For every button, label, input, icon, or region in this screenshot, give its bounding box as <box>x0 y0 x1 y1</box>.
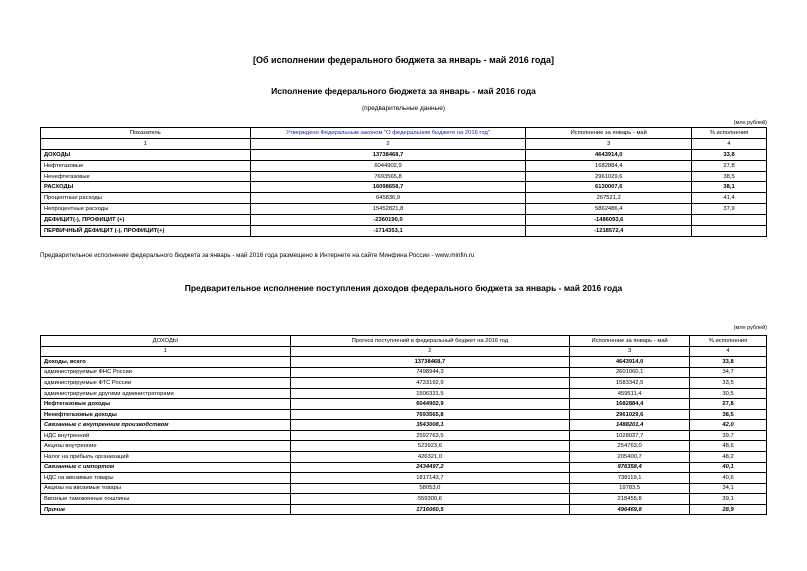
actual-value: 218455,8 <box>570 494 690 505</box>
plan-value: 7498944,3 <box>290 367 570 378</box>
column-header: Показатель <box>41 128 251 139</box>
revenue-execution-table <box>40 335 767 515</box>
actual-value: 267521,2 <box>526 193 692 204</box>
plan-value: 426321,0 <box>290 452 570 463</box>
table-row <box>41 182 767 193</box>
row-label: Прочие <box>41 504 291 515</box>
column-number: 1 <box>41 138 251 149</box>
row-label: Ненефтегазовые доходы <box>41 409 291 420</box>
actual-value: 1028037,7 <box>570 430 690 441</box>
plan-value: -1714353,1 <box>250 226 526 237</box>
actual-value: -1486093,6 <box>526 215 692 226</box>
plan-value: 16098658,7 <box>250 182 526 193</box>
actual-value: 4643914,0 <box>526 149 692 160</box>
actual-value: 4643914,0 <box>570 357 690 368</box>
row-label: НДС внутренний <box>41 430 291 441</box>
preliminary-note: (предварительные данные) <box>361 105 445 112</box>
plan-value: 1817143,7 <box>290 473 570 484</box>
row-label: Акцизы внутренние <box>41 441 291 452</box>
plan-value: 13738468,7 <box>290 357 570 368</box>
column-number: 1 <box>41 346 291 357</box>
table-row <box>41 441 767 452</box>
plan-value: 4733192,9 <box>290 378 570 389</box>
actual-value: 1583342,5 <box>570 378 690 389</box>
row-label: администрируемые ФНС России <box>41 367 291 378</box>
table-row <box>41 193 767 204</box>
budget-execution-table <box>40 127 767 237</box>
percent-value: 28,9 <box>690 504 767 515</box>
column-header: Исполнение за январь - май <box>526 128 692 139</box>
percent-value: 33,5 <box>690 378 767 389</box>
percent-value <box>692 226 767 237</box>
percent-value: 30,5 <box>690 388 767 399</box>
row-label: ДОХОДЫ <box>41 149 251 160</box>
table-number-row <box>41 138 767 149</box>
actual-value: 1682884,4 <box>570 399 690 410</box>
actual-value: 738119,1 <box>570 473 690 484</box>
table-row <box>41 215 767 226</box>
percent-value <box>692 215 767 226</box>
table-row <box>41 204 767 215</box>
plan-value: 645836,9 <box>250 193 526 204</box>
actual-value: 976358,4 <box>570 462 690 473</box>
column-header: % исполнения <box>692 128 767 139</box>
table-row <box>41 420 767 431</box>
table-header-row <box>41 128 767 139</box>
row-label: РАСХОДЫ <box>41 182 251 193</box>
actual-value: 19783,5 <box>570 483 690 494</box>
column-header: Исполнение за январь - май <box>570 336 690 347</box>
plan-value: 3543008,1 <box>290 420 570 431</box>
plan-value: -2360190,0 <box>250 215 526 226</box>
plan-value: 6044902,9 <box>250 160 526 171</box>
column-number: 4 <box>692 138 767 149</box>
units-label: (млн рублей) <box>733 120 767 126</box>
table-row <box>41 399 767 410</box>
row-label: администрируемые другими администраторами <box>41 388 291 399</box>
row-label: Связанные с импортом <box>41 462 291 473</box>
actual-value: 6130007,6 <box>526 182 692 193</box>
percent-value: 39,1 <box>690 494 767 505</box>
table-row <box>41 388 767 399</box>
row-label: Нефтегазовые <box>41 160 251 171</box>
plan-value: 15452821,8 <box>250 204 526 215</box>
percent-value: 42,0 <box>690 420 767 431</box>
table-row <box>41 378 767 389</box>
percent-value: 40,6 <box>690 473 767 484</box>
percent-value: 33,8 <box>690 357 767 368</box>
table-row <box>41 494 767 505</box>
plan-value: 1506331,5 <box>290 388 570 399</box>
percent-value: 34,1 <box>690 483 767 494</box>
percent-value: 39,7 <box>690 430 767 441</box>
plan-value: 7693565,8 <box>290 409 570 420</box>
plan-value: 7693565,8 <box>250 171 526 182</box>
table-number-row <box>41 346 767 357</box>
row-label: Нефтегазовые доходы <box>41 399 291 410</box>
document-title: [Об исполнении федерального бюджета за январь - май 2016 года] <box>253 55 554 65</box>
percent-value: 40,1 <box>690 462 767 473</box>
table-row <box>41 504 767 515</box>
revenue-execution-rows <box>41 357 767 515</box>
row-label: администрируемые ФТС России <box>41 378 291 389</box>
percent-value: 48,6 <box>690 441 767 452</box>
actual-value: 496469,8 <box>570 504 690 515</box>
row-label: Доходы, всего <box>41 357 291 368</box>
row-label: Акцизы на ввозимые товары <box>41 483 291 494</box>
revenue-execution-title: Предварительное исполнение поступления доходов федерального бюджета за январь - май 2016 года <box>184 283 623 293</box>
percent-value: 27,8 <box>690 399 767 410</box>
units-label: (млн рублей) <box>733 325 767 331</box>
actual-value: 1488201,4 <box>570 420 690 431</box>
actual-value: 1682884,4 <box>526 160 692 171</box>
percent-value: 38,5 <box>690 409 767 420</box>
actual-value: 2961029,6 <box>526 171 692 182</box>
plan-value: 2434497,2 <box>290 462 570 473</box>
table-row <box>41 483 767 494</box>
table-row <box>41 409 767 420</box>
row-label: Непроцентные расходы <box>41 204 251 215</box>
table-row <box>41 452 767 463</box>
column-number: 2 <box>290 346 570 357</box>
actual-value: 2961029,6 <box>570 409 690 420</box>
actual-value: 2601060,1 <box>570 367 690 378</box>
actual-value: -1218572,4 <box>526 226 692 237</box>
plan-value: 523923,6 <box>290 441 570 452</box>
column-header: % исполнения <box>690 336 767 347</box>
plan-value: 2592763,5 <box>290 430 570 441</box>
plan-value: 1716060,5 <box>290 504 570 515</box>
table-row <box>41 462 767 473</box>
table-row <box>41 160 767 171</box>
percent-value: 27,8 <box>692 160 767 171</box>
plan-value: 58053,0 <box>290 483 570 494</box>
footnote: Предварительное исполнение федерального бюджета за январь - май 2016 года размещено в Интернете на сайте Минфина России - www.minfin.ru <box>40 252 475 259</box>
table-row <box>41 430 767 441</box>
actual-value: 459511,4 <box>570 388 690 399</box>
table-row <box>41 367 767 378</box>
row-label: Налог на прибыль организаций <box>41 452 291 463</box>
actual-value: 205400,7 <box>570 452 690 463</box>
row-label: Ввозные таможенные пошлины <box>41 494 291 505</box>
percent-value: 38,5 <box>692 171 767 182</box>
column-number: 2 <box>250 138 526 149</box>
table-row <box>41 473 767 484</box>
plan-value: 559300,6 <box>290 494 570 505</box>
table-row <box>41 226 767 237</box>
percent-value: 41,4 <box>692 193 767 204</box>
row-label: ПЕРВИЧНЫЙ ДЕФИЦИТ (-), ПРОФИЦИТ(+) <box>41 226 251 237</box>
table-header-row <box>41 336 767 347</box>
column-header: Прогноз поступлений в федеральный бюджет на 2016 год <box>290 336 570 347</box>
plan-value: 13738468,7 <box>250 149 526 160</box>
table-row <box>41 171 767 182</box>
table-row <box>41 357 767 368</box>
column-number: 3 <box>526 138 692 149</box>
plan-value: 6044902,9 <box>290 399 570 410</box>
budget-law-link[interactable]: Утверждено Федеральным законом "О федеральном бюджете на 2016 год" <box>250 128 526 139</box>
budget-execution-title: Исполнение федерального бюджета за январь - май 2016 года <box>271 86 536 96</box>
actual-value: 254763,0 <box>570 441 690 452</box>
row-label: НДС на ввозимые товары <box>41 473 291 484</box>
column-number: 3 <box>570 346 690 357</box>
percent-value: 37,9 <box>692 204 767 215</box>
actual-value: 5862486,4 <box>526 204 692 215</box>
row-label: ДЕФИЦИТ(-), ПРОФИЦИТ (+) <box>41 215 251 226</box>
percent-value: 38,1 <box>692 182 767 193</box>
percent-value: 33,8 <box>692 149 767 160</box>
row-label: Связанные с внутренним производством <box>41 420 291 431</box>
column-header: ДОХОДЫ <box>41 336 291 347</box>
budget-execution-rows <box>41 149 767 236</box>
column-number: 4 <box>690 346 767 357</box>
row-label: Ненефтегазовые <box>41 171 251 182</box>
table-row <box>41 149 767 160</box>
row-label: Процентные расходы <box>41 193 251 204</box>
percent-value: 48,2 <box>690 452 767 463</box>
percent-value: 34,7 <box>690 367 767 378</box>
